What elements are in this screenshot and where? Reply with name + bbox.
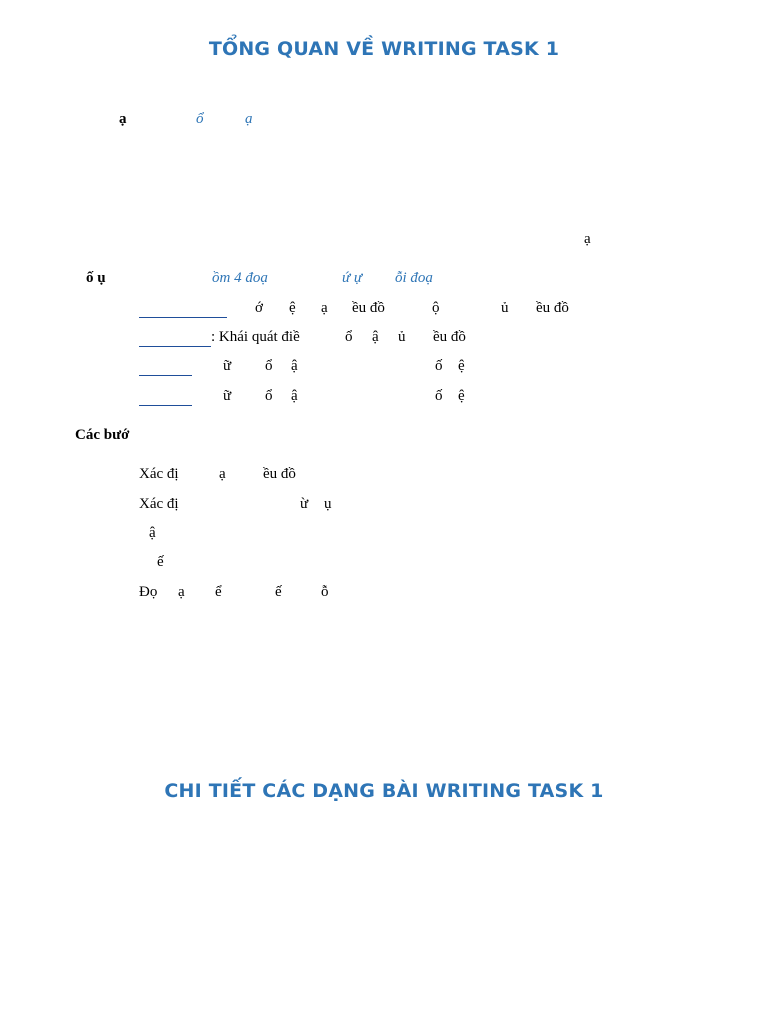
item1-frag-7: ều đồ — [536, 300, 569, 316]
item1-frag-6: ủ — [501, 300, 509, 316]
item4-frag-2: ổ — [265, 388, 273, 404]
intro-bold-fragment: ạ — [119, 111, 127, 127]
item2-frag-4: ều đồ — [433, 329, 466, 345]
step2-part-1: Xác đị — [139, 496, 179, 512]
steps-heading: Các bướ — [75, 427, 130, 443]
step2-part-2: ừ — [300, 496, 309, 512]
step4-part-1: ế — [157, 554, 164, 570]
step5-part-1: Đọ — [139, 584, 158, 600]
item1-frag-3: ạ — [321, 300, 328, 316]
item2-frag-3: ủ — [398, 329, 406, 345]
item3-frag-4: ố — [435, 358, 443, 374]
stray-fragment: ạ — [584, 231, 591, 247]
step2-part-3: ụ — [324, 496, 332, 512]
structure-italic-2: ứ ự — [342, 270, 363, 286]
item1-frag-5: ộ — [432, 300, 440, 316]
blank-line-1 — [139, 302, 227, 318]
item3-frag-3: ậ — [291, 358, 298, 374]
blank-line-3 — [139, 360, 192, 376]
blank-line-2 — [139, 331, 211, 347]
intro-italic-fragment-1: ổ — [196, 111, 204, 127]
item1-frag-4: ều đồ — [352, 300, 385, 316]
item3-frag-1: ữ — [223, 358, 232, 374]
item4-frag-5: ệ — [458, 388, 465, 404]
item2-frag-2: ậ — [372, 329, 379, 345]
step1-part-3: ều đồ — [263, 466, 296, 482]
structure-italic-3: ỗi đoạ — [395, 270, 433, 286]
item4-frag-4: ố — [435, 388, 443, 404]
item2-text: : Khái quát điề — [211, 329, 300, 345]
item2-frag-1: ổ — [345, 329, 353, 345]
step5-part-3: ể — [215, 584, 222, 600]
item4-frag-1: ữ — [223, 388, 232, 404]
item4-frag-3: ậ — [291, 388, 298, 404]
step5-part-2: ạ — [178, 584, 185, 600]
step1-part-2: ạ — [219, 466, 226, 482]
item1-frag-2: ệ — [289, 300, 296, 316]
heading-details: CHI TIẾT CÁC DẠNG BÀI WRITING TASK 1 — [164, 780, 604, 802]
intro-italic-fragment-2: ạ — [245, 111, 253, 127]
blank-line-4 — [139, 390, 192, 406]
step3-part-1: ậ — [149, 525, 156, 541]
structure-bold-label: ố ụ — [86, 270, 106, 286]
item3-frag-5: ệ — [458, 358, 465, 374]
heading-overview: TỔNG QUAN VỀ WRITING TASK 1 — [208, 38, 560, 60]
step1-part-1: Xác đị — [139, 466, 179, 482]
structure-italic-1: ồm 4 đoạ — [212, 270, 268, 286]
step5-part-5: ỗ — [321, 584, 329, 600]
item1-frag-1: ớ — [255, 300, 263, 316]
item3-frag-2: ổ — [265, 358, 273, 374]
step5-part-4: ế — [275, 584, 282, 600]
